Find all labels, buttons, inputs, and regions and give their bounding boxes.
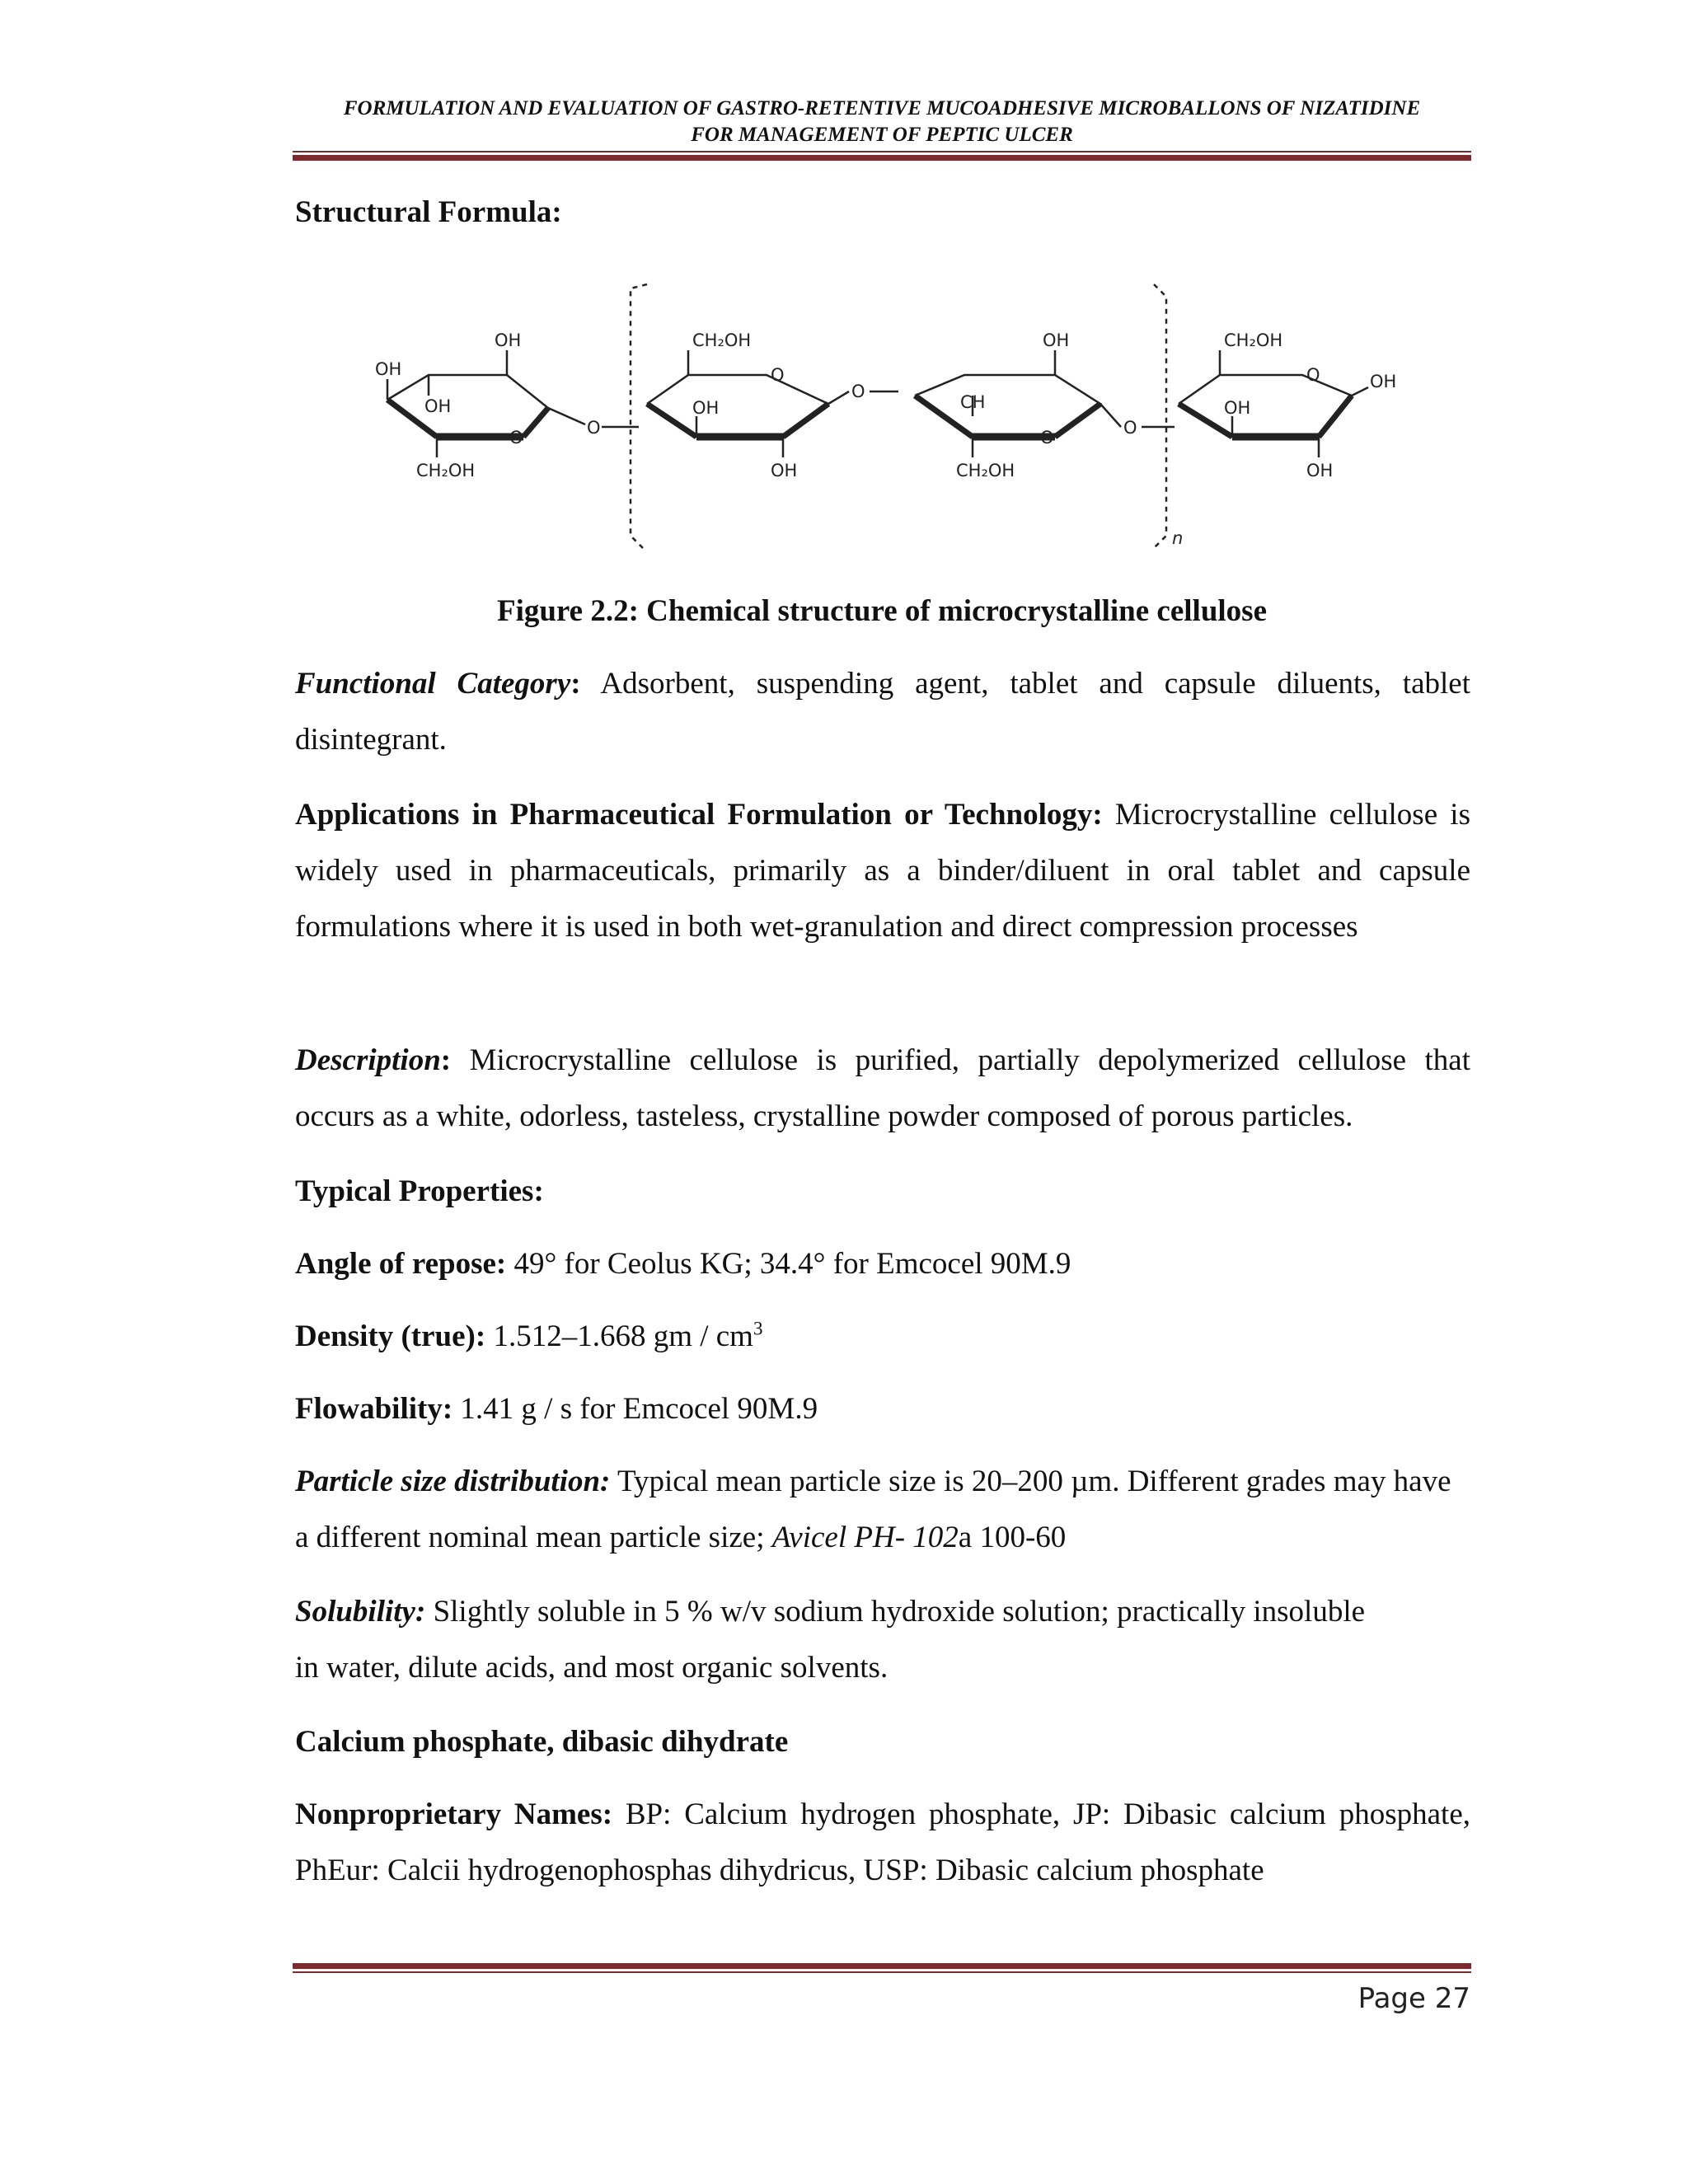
header-line-2: FOR MANAGEMENT OF PEPTIC ULCER <box>691 124 1073 146</box>
ring-1-bold-right <box>523 408 548 437</box>
label-oh-right: OH <box>1370 372 1397 391</box>
nonproprietary-text: BP: Calcium hydrogen phosphate, JP: Dibasic calcium phosphate, PhEur: Calcii hydrogenophosphas dihydricus, USP: Dibasic calcium phosphate <box>295 1797 1470 1887</box>
particle-size-italic: Avicel PH- 102 <box>771 1521 959 1554</box>
ring-4-oh-bond-right <box>1352 387 1368 396</box>
page-number: Page 27 <box>1357 1982 1470 2015</box>
ring-2-bold-right <box>783 404 828 437</box>
label-o-ring4: O <box>1306 365 1320 385</box>
applications-text: Microcrystalline cellulose is widely used in pharmaceuticals, primarily as a binder/diluent in oral tablet and capsule formulations where it is used in both wet-granulation and direct compression processes <box>295 798 1470 944</box>
bracket-right <box>1154 284 1166 548</box>
label-oh-ring1-top: OH <box>495 330 522 350</box>
structural-formula-heading: Structural Formula: <box>295 195 562 229</box>
density-line <box>295 1309 1470 1365</box>
label-ch2oh-ring1: CH₂OH <box>416 461 476 480</box>
functional-category-label: Functional Category <box>295 667 571 701</box>
header-rule-thick <box>293 155 1471 161</box>
label-oh-ring2-mid: OH <box>692 398 720 418</box>
nonproprietary-label: Nonproprietary Names: <box>295 1797 613 1831</box>
particle-size-paragraph <box>295 1454 1470 1566</box>
solubility-text-1: Slightly soluble in 5 % w/v sodium hydroxide solution; practically insoluble <box>425 1595 1366 1629</box>
angle-of-repose-label: Angle of repose: <box>295 1247 507 1281</box>
label-oh-ring4-mid: OH <box>1224 398 1251 418</box>
ring-2-bold-left <box>647 404 696 437</box>
description-paragraph <box>295 1033 1470 1145</box>
label-oh-ring1-mid: OH <box>424 396 452 416</box>
particle-size-text: Typical mean particle size is 20–200 µm. Different grades may have a different nominal mean particle size; <box>295 1465 1451 1554</box>
chemical-structure-figure <box>363 272 1409 560</box>
label-ch-ring3: CH <box>960 392 986 412</box>
applications-label: Applications in Pharmaceutical Formulation or Technology: <box>295 798 1103 832</box>
description-text: Microcrystalline cellulose is purified, partially depolymerized cellulose that occurs as a white, odorless, tasteless, crystalline powder composed of porous particles. <box>295 1043 1470 1133</box>
link-2-bond-a <box>828 391 849 404</box>
typical-properties-heading: Typical Properties: <box>295 1174 544 1208</box>
label-o-link2: O <box>851 382 865 401</box>
density-label: Density (true): <box>295 1319 486 1353</box>
solubility-paragraph <box>295 1584 1470 1696</box>
ring-3-bold-right <box>1055 404 1100 437</box>
label-ch2oh-ring3: CH₂OH <box>956 461 1015 480</box>
applications-paragraph <box>295 787 1470 955</box>
functional-category-paragraph <box>295 656 1470 768</box>
functional-category-colon: : <box>570 667 581 701</box>
label-oh-ring2-bottom: OH <box>771 461 798 480</box>
particle-size-tail: a 100-60 <box>958 1521 1067 1554</box>
solubility-text-2: in water, dilute acids, and most organic solvents. <box>295 1651 889 1685</box>
running-header <box>293 96 1471 148</box>
description-label: Description <box>295 1043 441 1077</box>
label-subscript-n: n <box>1172 528 1184 548</box>
flowability-text: 1.41 g / s for Emcocel 90M.9 <box>452 1392 818 1426</box>
flowability-line <box>295 1381 1470 1437</box>
description-colon: : <box>440 1043 452 1077</box>
label-o-ring2: O <box>771 365 785 385</box>
label-o-link1: O <box>587 418 601 438</box>
footer-rule-thick <box>293 1963 1471 1969</box>
label-oh-left: OH <box>375 359 402 379</box>
ring-4-bold-right <box>1319 396 1352 437</box>
figure-caption: Figure 2.2: Chemical structure of microcrystalline cellulose <box>496 594 1268 628</box>
bracket-left <box>631 284 647 548</box>
footer-rule-thin <box>293 1971 1471 1973</box>
nonproprietary-paragraph <box>295 1787 1470 1899</box>
solubility-line-1 <box>295 1584 1470 1640</box>
label-o-link3: O <box>1123 418 1137 438</box>
label-o-ring1: O <box>509 428 523 448</box>
link-1-bond-a <box>548 408 585 424</box>
functional-category-text: Adsorbent, suspending agent, tablet and capsule diluents, tablet disintegrant. <box>295 667 1470 757</box>
density-superscript: 3 <box>753 1318 763 1339</box>
angle-of-repose-text: 49° for Ceolus KG; 34.4° for Emcocel 90M.9 <box>506 1247 1071 1281</box>
ring-1 <box>387 375 548 437</box>
ring-2 <box>647 375 828 437</box>
angle-of-repose-line <box>295 1236 1470 1292</box>
label-ch2oh-ring2: CH₂OH <box>692 330 752 350</box>
label-oh-ring4-bottom: OH <box>1306 461 1334 480</box>
calcium-phosphate-heading: Calcium phosphate, dibasic dihydrate <box>295 1725 789 1759</box>
cellulose-structure-svg <box>363 272 1409 560</box>
solubility-label: Solubility: <box>295 1595 426 1629</box>
header-rule-thin <box>293 151 1471 152</box>
flowability-label: Flowability: <box>295 1392 453 1426</box>
density-text: 1.512–1.668 gm / cm <box>485 1319 753 1353</box>
label-o-ring3: O <box>1040 428 1054 448</box>
label-oh-ring3-top: OH <box>1043 330 1070 350</box>
header-line-1: FORMULATION AND EVALUATION OF GASTRO-RETENTIVE MUCOADHESIVE MICROBALLONS OF NIZATIDINE <box>343 97 1421 120</box>
label-ch2oh-ring4: CH₂OH <box>1224 330 1283 350</box>
link-3-bond-a <box>1100 404 1121 427</box>
particle-size-label: Particle size distribution: <box>295 1465 611 1498</box>
